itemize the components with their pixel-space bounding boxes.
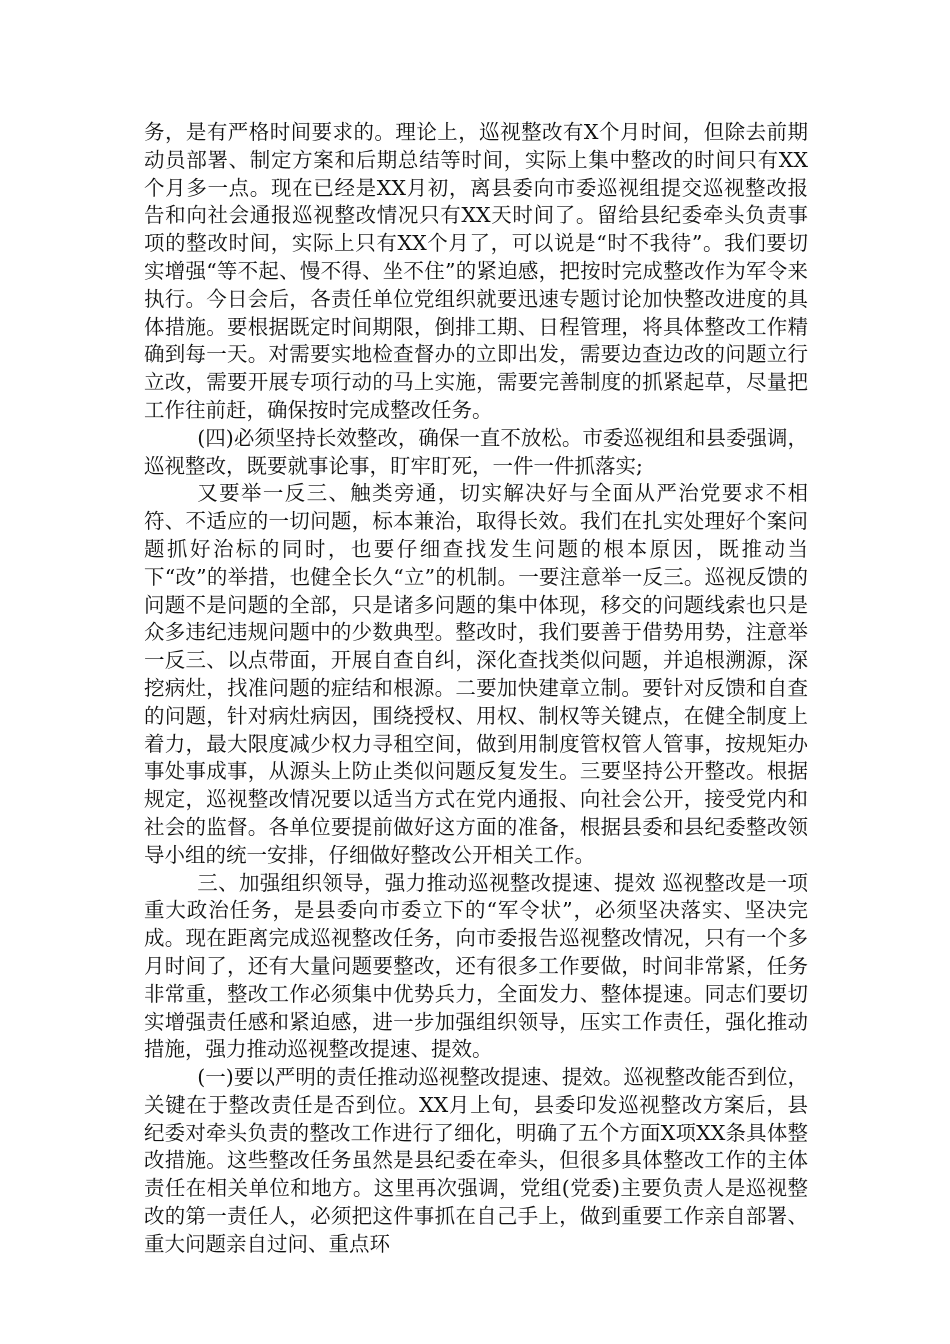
paragraph-section-three-heading: 三、加强组织领导，强力推动巡视整改提速、提效 巡视整改是一项重大政治任务，是县委向市委立下的“军令状”，必须坚决落实、坚决完成。现在距离完成巡视整改任务，向市委报告巡视整改情况，只有一个多月时间了，还有大量问题要整改，还有很多工作要做，时间非常紧，任务非常重，整改工作必须集中优势兵力，全面发力、整体提速。同志们要切实增强责任感和紧迫感，进一步加强组织领导，压实工作责任，强化推动措施，强力推动巡视整改提速、提效。 xyxy=(144,870,808,1062)
paragraph-continuation: 务，是有严格时间要求的。理论上，巡视整改有X个月时间，但除去前期动员部署、制定方案和后期总结等时间，实际上集中整改的时间只有XX个月多一点。现在已经是XX月初，离县委向市委巡视组提交巡视整改报告和向社会通报巡视整改情况只有XX天时间了。留给县纪委牵头负责事项的整改时间，实际上只有XX个月了，可以说是“时不我待”。我们要切实增强“等不起、慢不得、坐不住”的紧迫感，把按时完成整改作为军令来执行。今日会后，各责任单位党组织就要迅速专题讨论加快整改进度的具体措施。要根据既定时间期限，倒排工期、日程管理，将具体整改工作精确到每一天。对需要实地检查督办的立即出发，需要边查边改的问题立行立改，需要开展专项行动的马上实施，需要完善制度的抓紧起草，尽量把工作往前赶，确保按时完成整改任务。 xyxy=(144,120,808,422)
paragraph-section-four: (四)必须坚持长效整改，确保一直不放松。市委巡视组和县委强调，巡视整改，既要就事论事，盯牢盯死，一件一件抓落实; xyxy=(144,425,808,478)
paragraph-responsibility: (一)要以严明的责任推动巡视整改提速、提效。巡视整改能否到位，关键在于整改责任是否到位。XX月上旬，县委印发巡视整改方案后，县纪委对牵头负责的整改工作进行了细化，明确了五个方面X项XX条具体整改措施。这些整改任务虽然是县纪委在牵头，但很多具体整改工作的主体责任在相关单位和地方。这里再次强调，党组(党委)主要负责人是巡视整改的第一责任人，必须把这件事抓在自己手上，做到重要工作亲自部署、重大问题亲自过问、重点环 xyxy=(144,1065,808,1256)
document-page xyxy=(144,119,808,1259)
paragraph-long-term-rectification: 又要举一反三、触类旁通，切实解决好与全面从严治党要求不相符、不适应的一切问题，标本兼治，取得长效。我们在扎实处理好个案问题抓好治标的同时，也要仔细查找发生问题的根本原因，既推动当下“改”的举措，也健全长久“立”的机制。一要注意举一反三。巡视反馈的问题不是问题的全部，只是诸多问题的集中体现，移交的问题线索也只是众多违纪违规问题中的少数典型。整改时，我们要善于借势用势，注意举一反三、以点带面，开展自查自纠，深化查找类似问题，并追根溯源，深挖病灶，找准问题的症结和根源。二要加快建章立制。要针对反馈和自查的问题，针对病灶病因，围绕授权、用权、制权等关键点，在健全制度上着力，最大限度减少权力寻租空间，做到用制度管权管人管事，按规矩办事处事成事，从源头上防止类似问题反复发生。三要坚持公开整改。根据规定，巡视整改情况要以适当方式在党内通报、向社会公开，接受党内和社会的监督。各单位要提前做好这方面的准备，根据县委和县纪委整改领导小组的统一安排，仔细做好整改公开相关工作。 xyxy=(144,481,808,867)
